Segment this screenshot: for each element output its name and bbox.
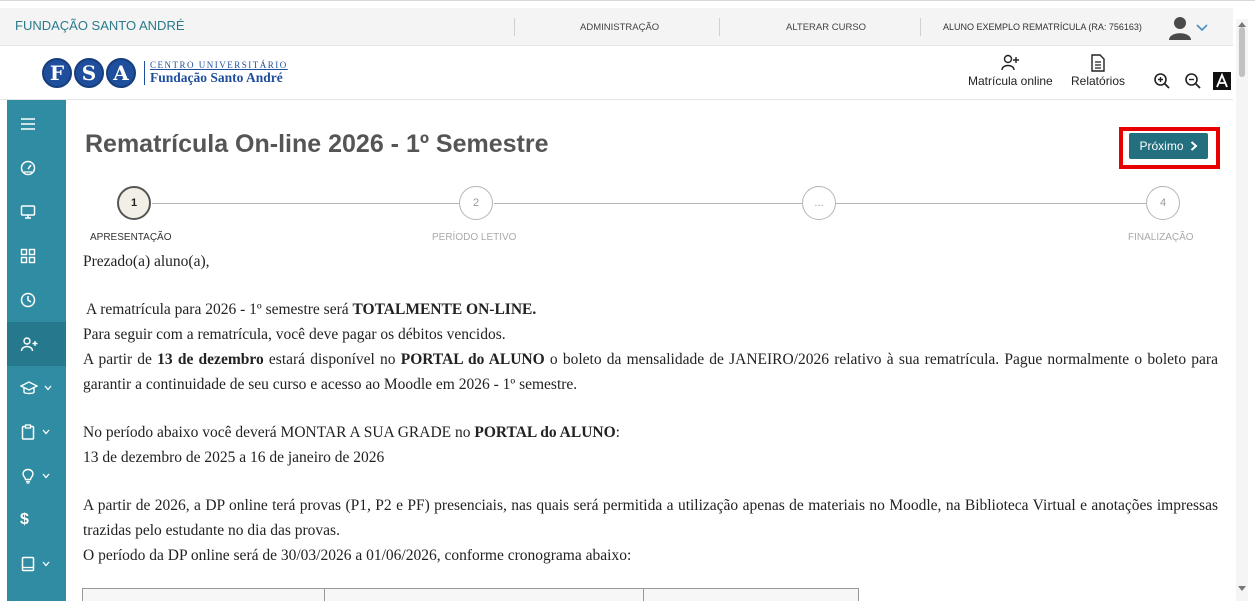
logo-letter-f: F [42, 58, 72, 88]
top-bar [0, 8, 1233, 46]
fsa-logo[interactable] [42, 56, 288, 90]
step-1-label: APRESENTAÇÃO [90, 232, 172, 243]
next-button-label: Próximo [1139, 139, 1184, 153]
step-4-label: FINALIZAÇÃO [1128, 232, 1194, 243]
paragraph-online: A rematrícula para 2026 - 1º semestre será TOTALMENTE ON-LINE. [83, 301, 537, 318]
paragraph-dp-period: O período da DP online será de 30/03/2026 a 01/06/2026, conforme cronograma abaixo: [83, 547, 632, 564]
chevron-down-icon [42, 561, 50, 567]
scrollbar-thumb[interactable] [1239, 27, 1245, 77]
paragraph-dp-online: A partir de 2026, a DP online terá provas (P1, P2 e PF) presenciais, nas quais será permitida a utilização apenas de materiais no Moodle, na Biblioteca Virtual e anotações impressas trazidas pelo estudante no dia das provas. [83, 497, 1218, 539]
sidebar-item-apps[interactable] [7, 234, 66, 278]
sidebar-item-dashboard[interactable] [7, 146, 66, 190]
logo-letter-s: S [74, 58, 104, 88]
chevron-down-icon [42, 473, 50, 479]
schedule-dates: 13 de dezembro de 2025 a 16 de janeiro de 2026 [83, 449, 385, 466]
step-2-label: PERÍODO LETIVO [432, 232, 517, 243]
zoom-out-icon[interactable] [1184, 72, 1202, 90]
divider [920, 18, 921, 36]
chevron-down-icon [42, 429, 50, 435]
step-connector [152, 203, 460, 204]
step-3[interactable]: ... [802, 186, 836, 220]
progress-stepper [66, 186, 1233, 246]
chevron-down-icon [44, 385, 52, 391]
add-user-icon [1000, 54, 1020, 72]
chevron-down-icon[interactable] [1195, 20, 1209, 34]
avatar-icon[interactable] [1168, 16, 1192, 40]
online-enrollment-button[interactable] [968, 54, 1053, 88]
step-1[interactable]: 1 [117, 186, 151, 220]
reports-label: Relatórios [1071, 74, 1126, 88]
speedometer-icon [20, 160, 36, 176]
page-title: Rematrícula On-line 2026 - 1º Semestre [85, 130, 549, 158]
step-2[interactable]: 2 [459, 186, 493, 220]
sidebar-item-academic[interactable] [7, 366, 66, 410]
menu-icon [20, 116, 36, 132]
main-content [66, 100, 1233, 601]
sidebar-item-history[interactable] [7, 278, 66, 322]
vertical-scrollbar[interactable] [1236, 19, 1248, 601]
next-button[interactable] [1129, 133, 1208, 159]
monitor-icon [20, 204, 36, 220]
sidebar-item-ideas[interactable] [7, 454, 66, 498]
logo-text [144, 61, 288, 86]
divider [514, 18, 515, 36]
change-course-link[interactable]: ALTERAR CURSO [786, 22, 867, 33]
step-connector [494, 203, 802, 204]
divider [719, 18, 720, 36]
institution-name[interactable]: FUNDAÇÃO SANTO ANDRÉ [15, 18, 185, 33]
announcement-text [83, 249, 1218, 568]
dollar-icon: $ [20, 511, 29, 528]
paragraph-schedule: No período abaixo você deverá MONTAR A SUA GRADE no PORTAL do ALUNO: [83, 424, 620, 441]
grid-icon [20, 248, 36, 264]
book-icon [20, 556, 36, 572]
sidebar-item-financial[interactable] [7, 498, 66, 542]
lightbulb-icon [20, 468, 36, 484]
sidebar-item-enrollment[interactable] [7, 322, 66, 366]
sidebar-item-requests[interactable] [7, 410, 66, 454]
header [0, 46, 1233, 100]
sidebar-item-menu[interactable] [7, 102, 66, 146]
clipboard-icon [20, 424, 36, 440]
greeting: Prezado(a) aluno(a), [83, 253, 210, 270]
user-name: ALUNO EXEMPLO REMATRÍCULA (RA: 756163) [943, 22, 1142, 32]
administration-link[interactable]: ADMINISTRAÇÃO [580, 22, 660, 33]
chevron-right-icon [1190, 141, 1198, 151]
paragraph-boleto: A partir de 13 de dezembro estará disponível no PORTAL do ALUNO o boleto da mensalidade de JANEIRO/2026 relativo à sua rematrícula. Pague normalmente o boleto para garantir a continuidade de seu curso e acesso ao Moodle em 2026 - 1º semestre. [83, 351, 1218, 393]
document-icon [1090, 54, 1106, 72]
sidebar-item-library[interactable] [7, 542, 66, 586]
logo-title: Fundação Santo André [150, 69, 283, 85]
high-contrast-icon[interactable] [1213, 72, 1231, 90]
step-connector [836, 203, 1146, 204]
step-4[interactable]: 4 [1146, 186, 1180, 220]
logo-subtitle: CENTRO UNIVERSITÁRIO [150, 59, 288, 70]
reports-button[interactable] [1071, 54, 1125, 88]
add-user-icon [20, 336, 38, 352]
scroll-down-icon[interactable] [1238, 586, 1246, 592]
schedule-table [82, 588, 859, 601]
sidebar-item-monitor[interactable] [7, 190, 66, 234]
zoom-in-icon[interactable] [1153, 72, 1171, 90]
online-enrollment-label: Matrícula online [968, 74, 1053, 88]
clock-icon [20, 292, 36, 308]
graduation-cap-icon [20, 380, 38, 396]
sidebar [7, 100, 66, 601]
logo-letter-a: A [106, 58, 136, 88]
paragraph-debts: Para seguir com a rematrícula, você deve pagar os débitos vencidos. [83, 326, 506, 343]
